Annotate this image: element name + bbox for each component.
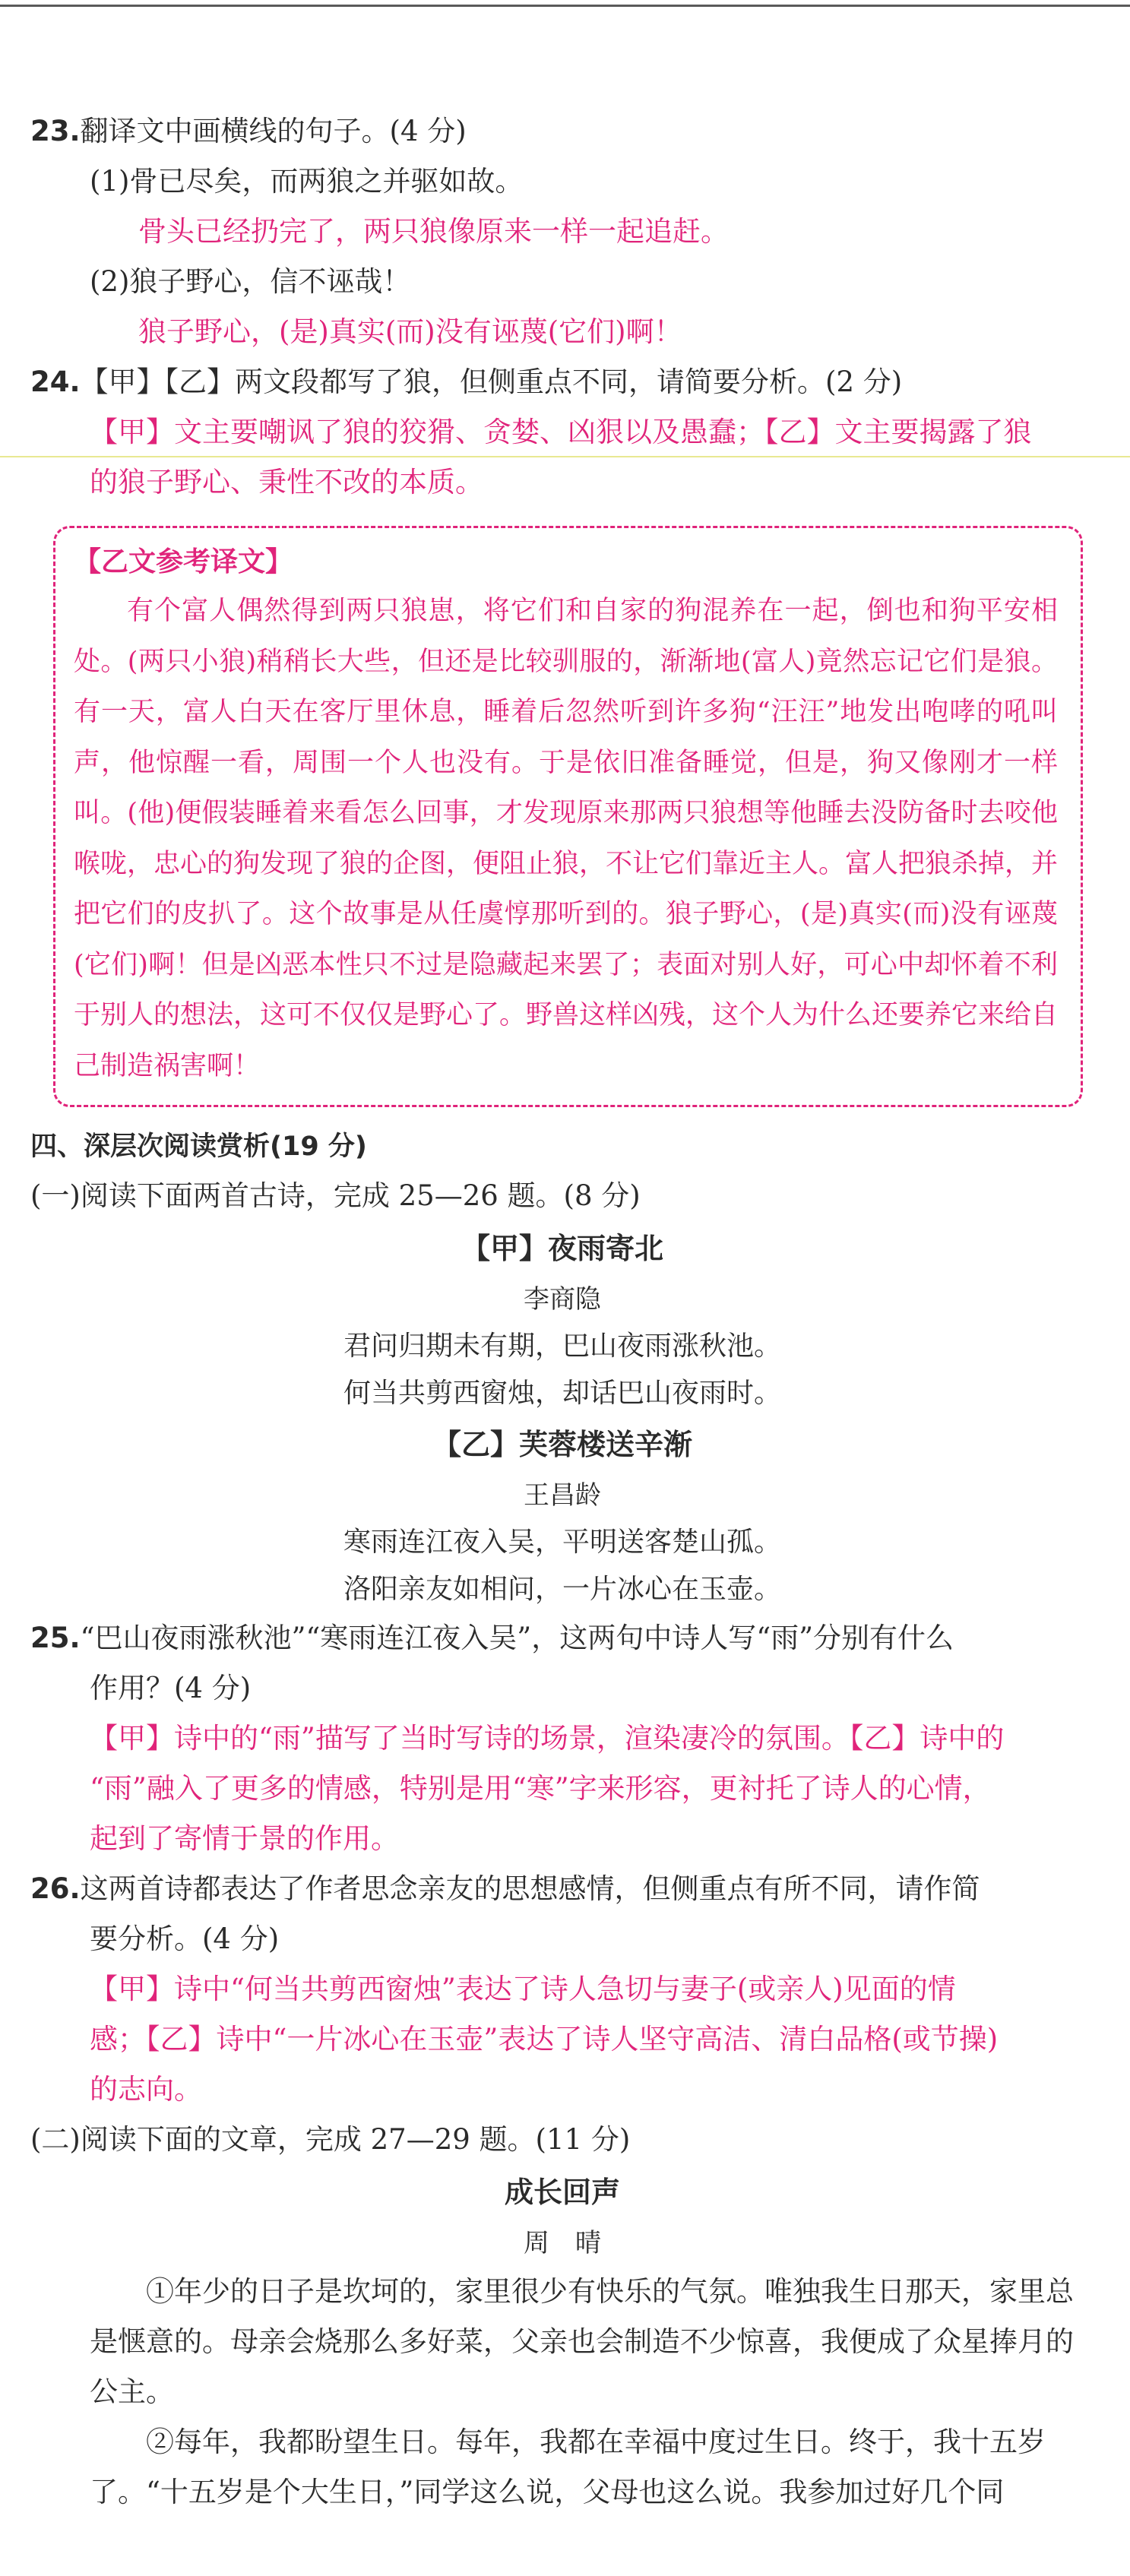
question-number: 23. [30,115,81,147]
document-page [30,106,1094,2517]
reference-translation-box [53,526,1083,1107]
question-text-cont: 要分析。(4 分) [90,1923,280,1955]
q24-answer-line: 【甲】文主要嘲讽了狼的狡猾、贪婪、凶狠以及愚蠢；【乙】文主要揭露了狼 [90,416,1032,448]
poem-b-line: 寒雨连江夜入吴，平明送客楚山孤。 [343,1527,781,1558]
question-number: 26. [30,1872,81,1905]
question-text-cont: 作用？(4 分) [90,1672,252,1704]
q26-answer-line: 【甲】诗中“何当共剪西窗烛”表达了诗人急切与妻子(或亲人)见面的情 [90,1973,956,2005]
q25-answer-line: 【甲】诗中的“雨”描写了当时写诗的场景，渲染凄冷的氛围。【乙】诗中的 [90,1722,1005,1755]
question-number: 24. [30,366,81,398]
top-border-line [0,5,1130,7]
article-paragraph: ②每年，我都盼望生日。每年，我都在幸福中度过生日。终于，我十五岁了。“十五岁是个大生日，”同学这么说，父母也这么说。我参加过好几个同 [90,2426,1046,2508]
poem-b-line: 洛阳亲友如相问，一片冰心在玉壶。 [343,1574,781,1605]
q26-answer-line: 感；【乙】诗中“一片冰心在玉壶”表达了诗人坚守高洁、清白品格(或节操) [90,2023,999,2055]
q25-answer-line: “雨”融入了更多的情感，特别是用“寒”字来形容，更衬托了诗人的心情， [90,1772,991,1805]
poem-a-title: 【甲】夜雨寄北 [461,1231,663,1265]
question-23 [30,106,1094,157]
poem-a-author: 李商隐 [524,1284,601,1315]
q23-answer-2: 狼子野心，(是)真实(而)没有诬蔑(它们)啊！ [138,315,682,348]
question-text: 翻译文中画横线的句子。(4 分) [80,115,467,147]
article-title: 成长回声 [504,2175,620,2209]
poem-a-line: 君问归期未有期，巴山夜雨涨秋池。 [343,1331,781,1362]
q26-answer-line: 的志向。 [90,2073,202,2106]
reference-title: 【乙文参考译文】 [74,546,293,578]
q25-answer-line: 起到了寄情于景的作用。 [90,1822,399,1855]
question-text: “巴山夜雨涨秋池”“寒雨连江夜入吴”，这两句中诗人写“雨”分别有什么 [80,1622,954,1654]
q24-answer-line: 的狼子野心、秉性不改的本质。 [90,466,483,498]
part-2-instruction: (二)阅读下面的文章，完成 27—29 题。(11 分) [30,2123,631,2156]
poem-b-title: 【乙】芙蓉楼送辛渐 [432,1427,692,1461]
part-1-instruction: (一)阅读下面两首古诗，完成 25—26 题。(8 分) [30,1179,641,1212]
section-4-title: 四、深层次阅读赏析(19 分) [30,1131,367,1162]
question-25 [30,1613,1094,1663]
question-text: 这两首诗都表达了作者思念亲友的思想感情，但侧重点有所不同，请作简 [80,1872,980,1905]
poem-a-line: 何当共剪西窗烛，却话巴山夜雨时。 [343,1378,781,1409]
question-24 [30,357,1094,407]
poem-b-author: 王昌龄 [524,1480,601,1511]
article-paragraph: ①年少的日子是坎坷的，家里很少有快乐的气氛。唯独我生日那天，家里总是惬意的。母亲会烧那么多好菜，父亲也会制造不少惊喜，我便成了众星捧月的公主。 [90,2275,1074,2408]
q23-item-2: (2)狼子野心，信不诬哉！ [90,265,411,298]
question-number: 25. [30,1622,81,1654]
article-author: 周 晴 [524,2228,601,2258]
q23-item-1: (1)骨已尽矣，而两狼之并驱如故。 [90,165,524,198]
question-26 [30,1864,1094,1914]
reference-text: 有个富人偶然得到两只狼崽，将它们和自家的狗混养在一起，倒也和狗平安相处。(两只小狼)稍稍长大些，但还是比较驯服的，渐渐地(富人)竟然忘记它们是狼。有一天，富人白天在客厅里休息，睡着后忽然听到许多狗“汪汪”地发出咆哮的吼叫声，他惊醒一看，周围一个人也没有。于是依旧准备睡觉，但是，狗又像刚才一样叫。(他)便假装睡着来看怎么回事，才发现原来那两只狼想等他睡去没防备时去咬他喉咙，忠心的狗发现了狼的企图，便阻止狼，不让它们靠近主人。富人把狼杀掉，并把它们的皮扒了。这个故事是从任虞惇那听到的。狼子野心，(是)真实(而)没有诬蔑(它们)啊！但是凶恶本性只不过是隐藏起来罢了；表面对别人好，可心中却怀着不利于别人的想法，这可不仅仅是野心了。野兽这样凶残，这个人为什么还要养它来给自己制造祸害啊！ [74,596,1059,1081]
q23-answer-1: 骨头已经扔完了，两只狼像原来一样一起追赶。 [138,215,729,248]
question-text: 【甲】【乙】两文段都写了狼，但侧重点不同，请简要分析。(2 分) [80,366,903,398]
